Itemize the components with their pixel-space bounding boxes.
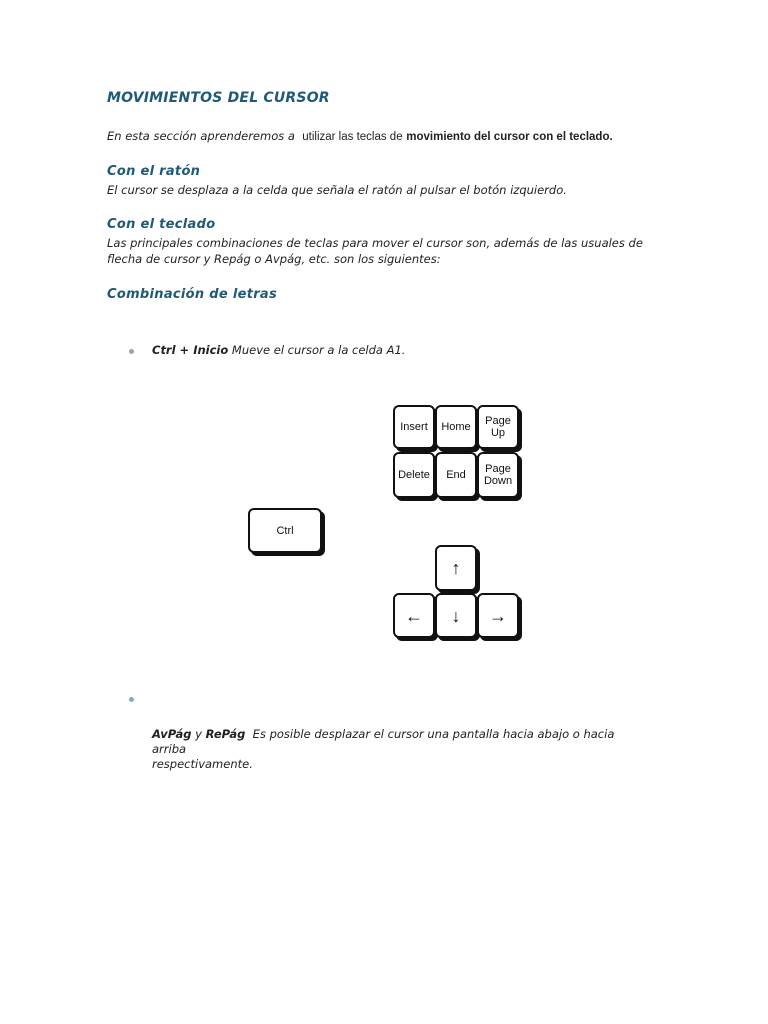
key-insert: Insert [393, 405, 435, 449]
key-arrow-down [435, 593, 477, 638]
key-ctrl: Ctrl [248, 508, 322, 553]
key-arrow-left [393, 593, 435, 638]
heading-combinacion-de-letras: Combinación de letras [107, 287, 278, 302]
arrow-up-icon: ↑ [451, 558, 461, 578]
key-arrow-right [477, 593, 519, 638]
heading-con-el-teclado: Con el teclado [107, 217, 216, 232]
mouse-text: El cursor se desplaza a la celda que señala el ratón al pulsar el botón izquierdo. [107, 183, 567, 197]
arrow-right-icon: → [489, 605, 507, 626]
heading-con-el-raton: Con el ratón [107, 164, 201, 179]
list-item-text-1: Es posible desplazar el cursor una pantalla hacia abajo o hacia arriba [152, 727, 615, 756]
list-item-shortcut-avpag: AvPág [152, 727, 192, 741]
arrow-down-icon: ↓ [451, 605, 461, 626]
arrow-left-icon: ← [405, 605, 423, 626]
bullet-icon [129, 697, 134, 702]
list-item-shortcut: Ctrl + Inicio [152, 343, 229, 357]
bullet-icon [129, 349, 134, 354]
list-item-shortcut-repag: RePág [205, 727, 246, 741]
keyboard-text-line-1: Las principales combinaciones de teclas para mover el cursor son, además de las usuales de [107, 236, 643, 250]
key-home: Home [435, 405, 477, 449]
key-arrow-up [435, 545, 477, 591]
intro-bold: movimiento del cursor con el teclado. [406, 131, 613, 143]
keyboard-text-line-2: flecha de cursor y Repág o Avpág, etc. son los siguientes: [107, 252, 441, 266]
key-page-down: Page Down [477, 452, 519, 498]
list-item-text: Mueve el cursor a la celda A1. [231, 343, 406, 357]
intro-text-2: utilizar las teclas de [302, 131, 403, 143]
intro-text-1: En esta sección aprenderemos a [107, 129, 295, 143]
list-item-avpag-repag [152, 727, 652, 772]
page-title: MOVIMIENTOS DEL CURSOR [107, 90, 330, 106]
list-item-text-2: respectivamente. [152, 757, 253, 771]
intro-paragraph [107, 129, 613, 143]
key-page-up: Page Up [477, 405, 519, 449]
key-end: End [435, 452, 477, 498]
list-item-ctrl-inicio [152, 343, 405, 358]
key-delete: Delete [393, 452, 435, 498]
list-item-conjunction: y [195, 727, 202, 741]
